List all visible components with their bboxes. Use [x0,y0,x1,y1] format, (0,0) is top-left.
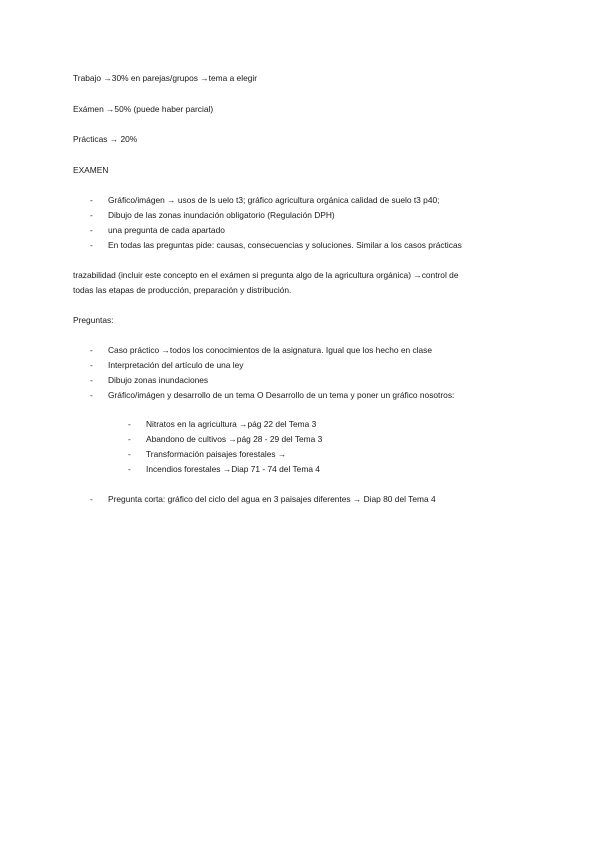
examen-item-text: Gráfico/imágen → usos de ls uelo t3; gráfico agricultura orgánica calidad de suelo t3 p40; [108,195,440,205]
preguntas-item-text: Interpretación del artículo de una ley [108,360,244,370]
examen-item-text: Dibujo de las zonas inundación obligatorio (Regulación DPH) [108,210,335,220]
bullet-dash: - [90,345,93,355]
preguntas-item-text: Caso práctico →todos los conocimientos de la asignatura. Igual que los hecho en clase [108,345,433,355]
examen-item-text: En todas las preguntas pide: causas, consecuencias y soluciones. Similar a los casos prácticas [108,240,462,250]
preguntas-item-text: Dibujo zonas inundaciones [108,375,209,385]
bullet-dash: - [128,449,131,459]
bullet-dash: - [128,464,131,474]
sub-item-text: Nitratos en la agricultura →pág 22 del Tema 3 [146,419,317,429]
bullet-dash: - [90,360,93,370]
bullet-dash: - [90,494,93,504]
practicas-line: Prácticas → 20% [73,134,138,144]
preguntas-item-text: Gráfico/imágen y desarrollo de un tema O Desarrollo de un tema y poner un gráfico nosotros: [108,390,455,400]
examen-item-text: una pregunta de cada apartado [108,225,225,235]
bullet-dash: - [90,210,93,220]
bullet-dash: - [128,434,131,444]
sub-item-text: Transformación paisajes forestales → [146,449,287,459]
examen-weight-line: Exámen →50% (puede haber parcial) [73,104,214,114]
bullet-dash: - [90,195,93,205]
bullet-dash: - [90,390,93,400]
examen-heading: EXAMEN [73,165,109,175]
bullet-dash: - [90,225,93,235]
bullet-dash: - [90,375,93,385]
bullet-dash: - [128,419,131,429]
trazabilidad-line-2: todas las etapas de producción, preparación y distribución. [73,285,292,295]
bullet-dash: - [90,240,93,250]
preguntas-item-text: Pregunta corta: gráfico del ciclo del agua en 3 paisajes diferentes → Diap 80 del Tema 4 [108,494,436,504]
sub-item-text: Incendios forestales →Diap 71 - 74 del Tema 4 [146,464,320,474]
trazabilidad-line-1: trazabilidad (incluir este concepto en el exámen si pregunta algo de la agricultura orgánica) →control de [73,270,459,280]
preguntas-heading: Preguntas: [73,315,114,325]
trabajo-line: Trabajo →30% en parejas/grupos →tema a elegir [73,73,258,83]
sub-item-text: Abandono de cultivos →pág 28 - 29 del Tema 3 [146,434,323,444]
